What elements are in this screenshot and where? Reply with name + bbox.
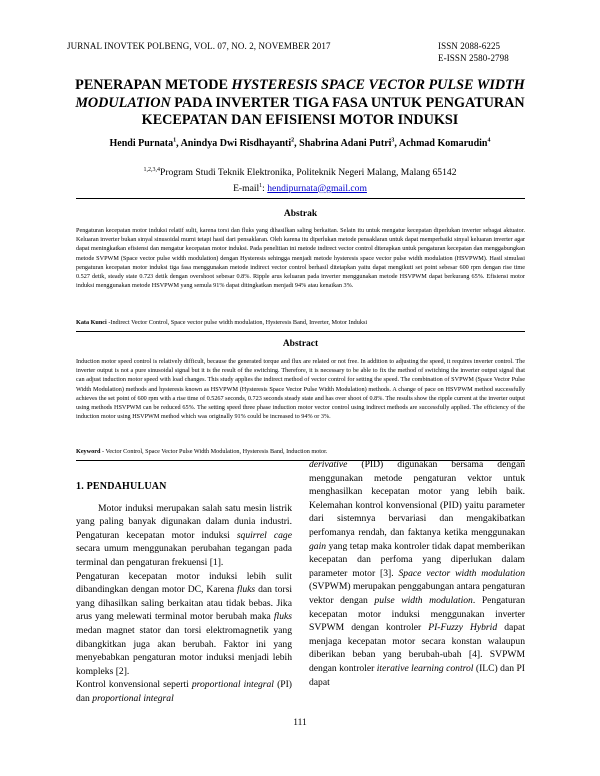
divider: [76, 198, 525, 199]
kata-kunci: Kata Kunci -Indirect Vector Control, Space vector pulse width modulation, Hysteresis Band, Inverter, Motor Induksi: [76, 319, 368, 326]
section-heading: 1. PENDAHULUAN: [76, 481, 167, 492]
abstract-heading: Abstract: [282, 339, 319, 349]
journal-name: JURNAL INOVTEK POLBENG, VOL. 07, NO. 2, NOVEMBER 2017: [67, 41, 331, 51]
page-number: 111: [293, 718, 307, 728]
title-part-1: PENERAPAN METODE: [75, 77, 232, 93]
keywords: Keyword - Vector Control, Space Vector Pulse Width Modulation, Hysteresis Band, Induction motor.: [76, 448, 328, 455]
paragraph: Motor induksi merupakan salah satu mesin listrik yang paling banyak digunakan dalam dunia industri. Pengaturan kecepatan motor induksi squirrel cage secara umum menggunakan perubahan tegangan pada terminal dan pengaturan frekuensi [1].: [76, 502, 292, 568]
eissn: E-ISSN 2580-2798: [438, 53, 509, 63]
abstract-text: Induction motor speed control is relatively difficult, because the generated torque and flux are related or not free. In addition to adjusting the speed, it requires inverter control. The inverter output is not a pure sinusoidal signal but it is the result of the switching. Therefore, it is necessary to be able to fix the method of switching the inverter output signal that can adjust induction motor speed with load changes. This study applies the indirect method of vector control for setting the speed. The combination of SVPWM (Space Vector Pulse Width Modulation) methods and hysteresis known as HSVPWM (Hysteresis Space Vector Pulse Width Modulation) methods. A change of pace on HSVPWM method successfully achieves the set point of 600 rpm with a rise time of 0.5267 seconds, 0.723 seconds steady state and has over shoot of 0.8%. The results show the ripple current at the inverter output using methods HSVPWM can be reduced 65%. The setting speed three phase induction motor vector control using indirect methods are successfully applied. The efficiency of the induction motor using HSVPWM method which was originally 91% could be increased to 94% or 3%.: [76, 358, 525, 421]
abstrak-text: Pengaturan kecepatan motor induksi relatif sulit, karena torsi dan fluks yang dihasilkan saling berkaitan. Selain itu untuk mengatur kecepatan diperlukan inverter sebagai aktuator. Keluaran inverter bukan sinyal sinusoidal murni tetapi hasil dari pensaklaran. Oleh karena itu diperlukan metode pensaklaran untuk dapat memperbaiki sinyal keluaran inverter agar dapat meningkatkan efisiensi dan mengatur kecepatan motor induksi. Pada penelitian ini metode indirect vector control diterapkan untuk pengaturan kecepatan dan menggabungkan metode SVPWM (Space vector pulse width modulation) dengan Hysteresis sehingga menjadi metode hysteresis space vector pulse width modulation (HSVPWM). Hasil simulasi pengaturan kecepatan motor induksi tiga fasa menggunakan metode indirect vector control berhasil ditetapkan yaitu dapat mengikuti set point sebesar 600 rpm dengan rise time 0.527 detik, steady state 0.723 detik dengan overshoot sebesar 0.8%. Ripple arus keluaran pada inverter menggunakan metode HSVPWM dapat berkurang 65%. Efisiensi motor induksi menggunakan metode HSVPWM yang semula 91% dapat ditingkatkan menjadi 94% atau kenaikan 3%.: [76, 227, 525, 290]
title-part-3: PADA INVERTER TIGA FASA UNTUK PENGATURAN KECEPATAN DAN EFISIENSI MOTOR INDUKSI: [141, 94, 525, 128]
affiliation-line: $^{1,2,3,4}$Program Studi Teknik Elektronika, Politeknik Negeri Malang, Malang 65142: [143, 167, 457, 179]
author-list: [40, 138, 560, 149]
title-part-2-italic: HYSTERESIS SPACE VECTOR PULSE WIDTH MODULATION: [75, 77, 525, 111]
left-column: [76, 480, 292, 706]
right-column: [309, 458, 525, 689]
email-link[interactable]: hendipurnata@gmail.com: [267, 182, 367, 194]
paragraph: derivative (PID) digunakan bersama dengan menggunakan metode pengaturan vektor untuk menghasilkan kecepatan motor yang lebih baik. Kelemahan kontrol konvensional (PID) yaitu parameter dari sistemnya bervariasi dan mengakibatkan perfomanya rendah, dan faktanya ketika menggunakan gain yang tetap maka kontroler tidak dapat memberikan kecepatan dan perfoma yang diperlukan dalam parameter motor [3]. Space vector width modulation (SVPWM) merupakan penggabungan antara pengaturan vektor dengan pulse width modulation. Pengaturan kecepatan motor induksi menggunakan inverter SVPWM dengan kontroler PI-Fuzzy Hybrid dapat menjaga kecepatan motor secara konstan walaupun diberikan beban yang berubah-ubah [4]. SVPWM dengan kontroler iterative learning control (ILC) dan PI dapat: [309, 459, 526, 688]
paragraph: Kontrol konvensional seperti proportional integral (PI) dan proportional integral: [76, 679, 292, 704]
issn: ISSN 2088-6225: [438, 41, 501, 51]
author: Anindya Dwi Risdhayanti$^2$,: [180, 138, 300, 150]
paragraph: Pengaturan kecepatan motor induksi lebih sulit dibandingkan dengan motor DC, Karena fluks dan torsi yang dihasilkan saling berkaitan atau tidak bebas. Jika arus yang melewati terminal motor berubah maka fluks medan magnet stator dan torsi elektromagnetik yang dibangkitkan juga akan berubah. Faktor ini yang menyebabkan pengaturan motor induksi menjadi lebih kompleks [2].: [76, 570, 292, 677]
affiliation: [40, 164, 560, 195]
paper-title: [60, 77, 540, 130]
email-line: E-mail$^1$: hendipurnata@gmail.com: [233, 182, 367, 194]
author: Shabrina Adani Putri$^3$,: [299, 138, 399, 150]
issn-block: [438, 40, 533, 64]
author: Hendi Purnata$^1$,: [109, 138, 181, 150]
abstrak-heading: Abstrak: [283, 209, 318, 219]
author: Achmad Komarudin$^4$: [398, 138, 491, 150]
divider: [76, 331, 525, 332]
